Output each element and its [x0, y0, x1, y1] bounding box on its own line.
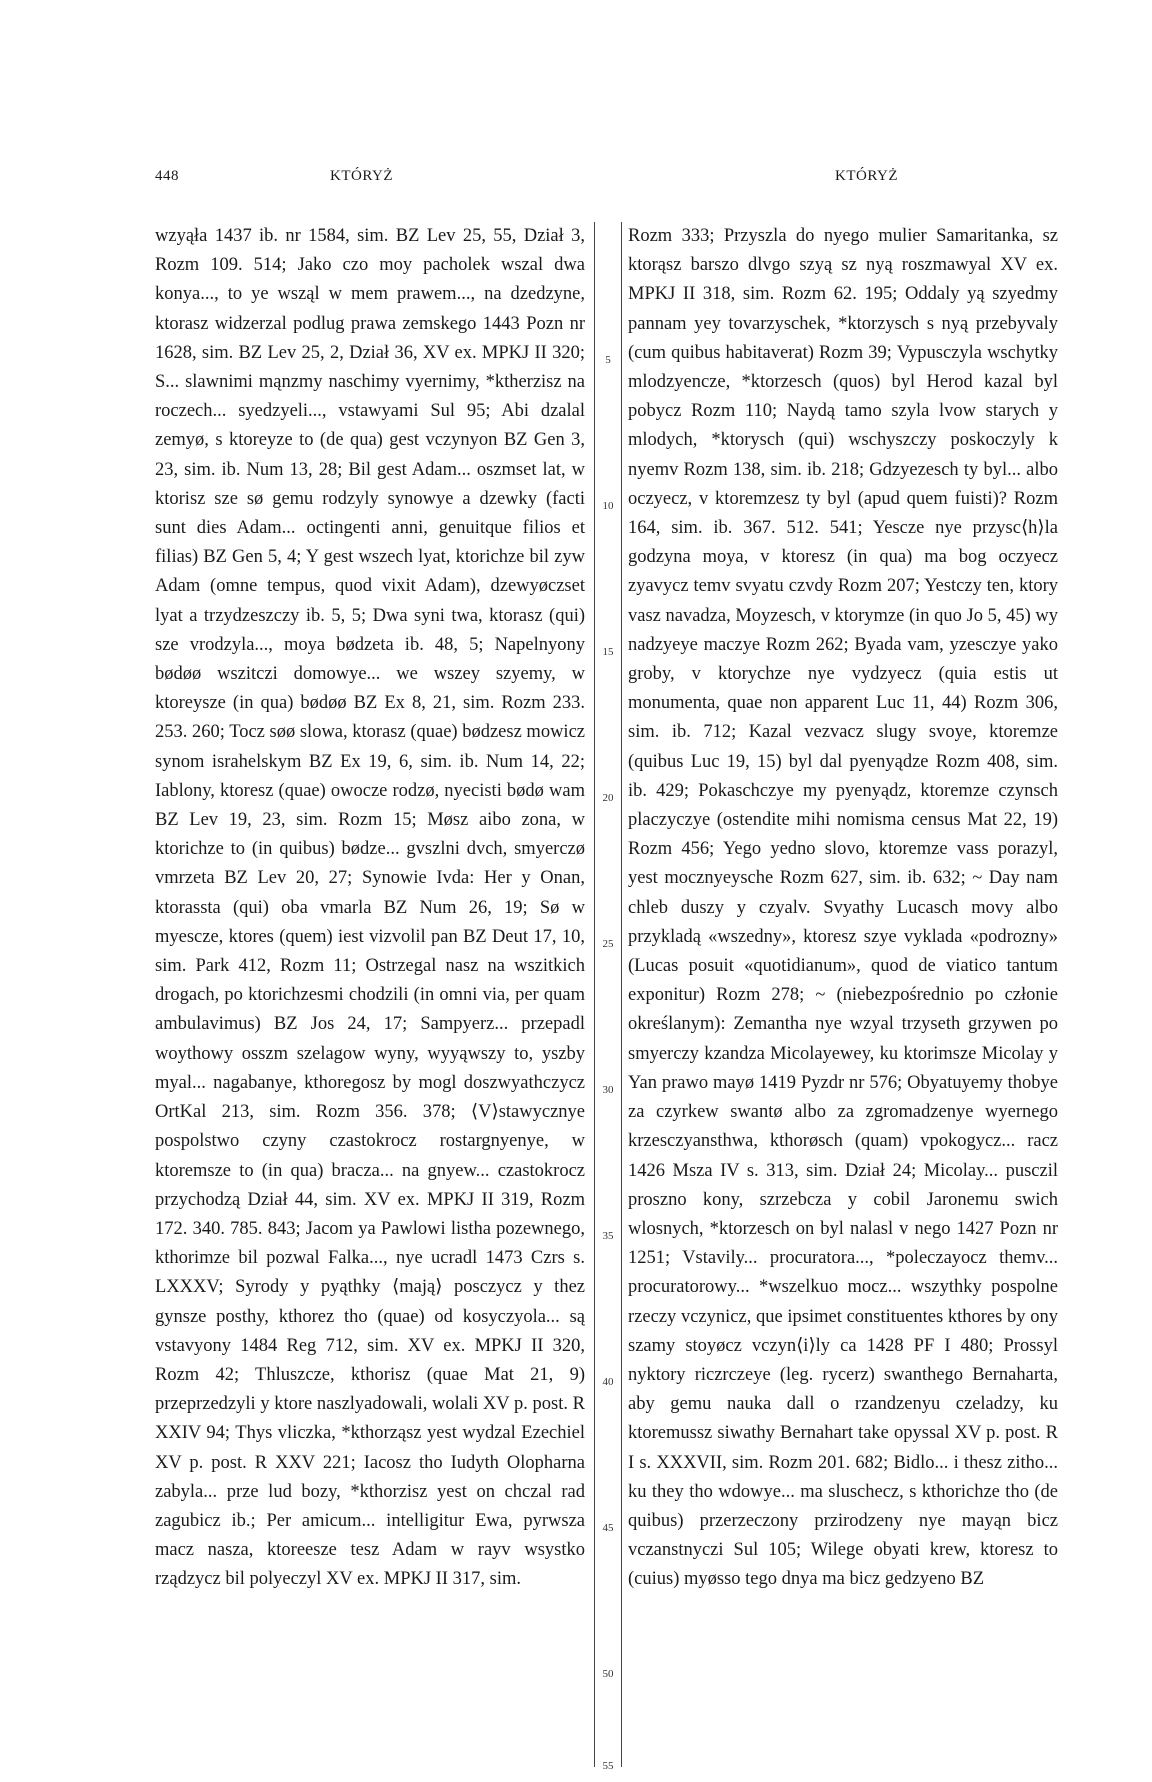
line-number-55: 55	[602, 1760, 614, 1772]
line-number-35: 35	[602, 1230, 614, 1242]
right-running-head: KTÓRYŻ	[835, 168, 898, 184]
line-number-50: 50	[602, 1668, 614, 1680]
left-column-text: wzyąła 1437 ib. nr 1584, sim. BZ Lev 25, 55, Dział 3, Rozm 109. 514; Jako czo moy pacholek wszal dwa konya..., to ye wsząl w mem prawem..., na dzedzyne, ktorasz widzerzal podlug prawa zemskego 1443 Pozn nr 1628, sim. BZ Lev 25, 2, Dział 36, XV ex. MPKJ II 320; S... slawnimi mąnzmy naschimy vyernimy, *ktherzisz na roczech... syedzyeli..., vstawyami Sul 95; Abi dzalal zemyø, s ktoreyze to (de qua) gest vczynyon BZ Gen 3, 23, sim. ib. Num 13, 28; Bil gest Adam... oszmset lat, w ktorisz sze sø gemu rodzyly synowye a dzewky (facti sunt dies Adam... octingenti anni, genuitque filios et filias) BZ Gen 5, 4; Y gest wszech lyat, ktorichze bil zyw Adam (omne tempus, quod vixit Adam), dzewyøczset lyat a trzydzeszczy ib. 5, 5; Dwa syni twa, ktorasz (qui) sze vrodzyla..., moya bødzeta ib. 48, 5; Napelnyony bødøø wszitczi domowye... we wszey szyemy, w ktoreysze (in qua) bødøø BZ Ex 8, 21, sim. Rozm 233. 253. 260; Tocz søø slowa, ktorasz (quae) bødzesz mowicz synom israhelskym BZ Ex 19, 6, sim. ib. Num 14, 22; Iablony, ktoresz (quae) owocze rodzø, nyecisti bødø wam BZ Lev 19, 23, sim. Rozm 15; Møsz aibo zona, w ktorichze to (in quibus) bødze... gvszlni dvch, smyerczø vmrzeta BZ Lev 20, 27; Synowie Ivda: Her y Onan, ktorassta (qui) oba vmarla BZ Num 26, 19; Sø w myescze, ktores (quem) iest vizvolil pan BZ Deut 17, 10, sim. Park 412, Rozm 11; Ostrzegal nasz na wszitkich drogach, po ktorichzesmi chodzili (in omni via, per quam ambulavimus) BZ Jos 24, 17; Sampyerz... przepadl woythowy osszm szelagow wyny, wyyąwszy to, yszby myal... nagabanye, kthoregosz by mogl doszwyathczycz OrtKal 213, sim. Rozm 356. 378; ⟨V⟩stawycznye pospolstwo czyny czastokrocz rostargnyenye, w ktoremsze to (in qua) bracza... na gnyew... czastokrocz przychodzą Dział 44, sim. XV ex. MPKJ II 319, Rozm 172. 340. 785. 843; Jacom ya Pawlowi listha pozewnego, kthorimze bil pozwal Falka..., nye ucradl 1473 Czrs s. LXXXV; Syrody y pyąthky ⟨mają⟩ posczycz y thez gynsze posthy, kthorez tho (quae) od kosyczyola... są vstavyony 1484 Reg 712, sim. XV ex. MPKJ II 320, Rozm 42; Thluszcze, kthorisz (quae Mat 21, 9) przeprzedzyli y ktore naszlyadowali, wolali XV p. post. R XXIV 94; Thys vliczka, *kthorząsz yest wydzal Ezechiel XV p. post. R XXV 221; Iacosz tho Iudyth Olopharna zabyla... prze lud bozy, *kthorzisz yest on chczal rad zagubicz ib.; Per amicum... intelligitur Ewa, pyrwsza macz nasza, ktoreesze tesz Adam w rayv wsystko rządzycz bil polyeczyl XV ex. MPKJ II 317, sim.	[155, 226, 585, 1590]
page-number: 448	[155, 168, 179, 184]
column-rule-right	[621, 222, 622, 1767]
left-column	[155, 222, 585, 1592]
column-rule-left	[594, 222, 595, 1767]
line-number-25: 25	[602, 938, 614, 950]
line-number-10: 10	[602, 500, 614, 512]
line-number-45: 45	[602, 1522, 614, 1534]
page-header	[0, 168, 1152, 198]
line-number-15: 15	[602, 646, 614, 658]
line-number-5: 5	[605, 354, 611, 366]
right-column	[628, 222, 1058, 1592]
right-column-text: Rozm 333; Przyszla do nyego mulier Samaritanka, sz ktorąsz barszo dlvgo szyą sz nyą roszmawyal XV ex. MPKJ II 318, sim. Rozm 62. 195; Oddaly yą szyedmy pannam yey tovarzyschek, *ktorzysch s nyą przebyvaly (cum quibus habitaverat) Rozm 39; Vypusczyla wschytky mlodzyencze, *ktorzesch (quos) byl Herod kazal byl pobycz Rozm 110; Naydą tamo szyla lvow starych y mlodych, *ktorysch (qui) wschyszczy poskoczyly k nyemv Rozm 138, sim. ib. 218; Gdzyezesch ty byl... albo oczyecz, v ktoremzesz ty byl (apud quem fuisti)? Rozm 164, sim. ib. 367. 512. 541; Yescze nye przysc⟨h⟩la godzyna moya, v ktoresz (in qua) ma bog oczyecz zyavycz temv svyatu czvdy Rozm 207; Yestczy ten, ktory vasz navadza, Moyzesch, v ktorymze (in quo Jo 5, 45) wy nadzyeye maczye Rozm 262; Byada vam, yzesczye yako groby, v ktorychze nye vydzyecz (quia estis ut monumenta, quae non apparent Luc 11, 44) Rozm 306, sim. ib. 712; Kazal vezvacz slugy svoye, ktoremze (quibus Luc 19, 15) byl dal pyenyądze Rozm 408, sim. ib. 429; Pokaschczye my pyenyądz, ktoremze czynsch placzyczye (ostendite mihi nomisma census Mat 22, 19) Rozm 456; Yego yedno slovo, ktoremze vass porazyl, yest mocznyeysche Rozm 627, sim. ib. 632; ~ Day nam chleb duszy y czyalv. Svyathy Lucasch movy albo przykladą «wszedny», ktoresz szye vyklada «podrozny» (Lucas posuit «quotidianum», quod de viatico tantum exponitur) Rozm 278; ~ (niebezpośrednio po członie określanym): Zemantha nye wzyal trzyseth grzywen po smyerczy kzandza Micolayewey, ku ktorimsze Micolay y Yan prawo mayø 1419 Pyzdr nr 576; Obyatuyemy thobye za czyrkew swantø albo za zgromadzenye wyernego krzesczyansthwa, kthorøsch (quam) vpokogycz... racz 1426 Msza IV s. 313, sim. Dział 24; Micolay... pusczil proszno kony, szrzebcza y cobil Jaronemu swich wlosnych, *ktorzesch on byl nalasl v nego 1427 Pozn nr 1251; Vstavily... procuratora..., *poleczayocz themv... procuratorowy... *wszelkuo mocz... wszythky pospolne rzeczy vczynicz, que ipsimet constituentes kthores by ony szamy stoyøcz vczyn⟨i⟩ly ca 1428 PF I 480; Prossyl nyktory riczrczeye (leg. rycerz) swanthego Bernaharta, aby gemu nauka dall o rzandzenyu czeladzy, ku ktoremussz siwathy Bernahart take opyssal XV p. post. R I s. XXXVII, sim. Rozm 201. 682; Bidlo... i thesz zitho... ku they tho wdowye... ma sluschecz, s kthorichze tho (de quibus) przerzeczony przirodzeny nye mayąn bicz vczanstnyczi Sul 105; Wilege obyati krew, ktoresz to (cuius) myøsso tego dnya ma bicz gedzyeno BZ	[628, 226, 1058, 1590]
line-number-40: 40	[602, 1376, 614, 1388]
left-running-head: KTÓRYŻ	[330, 168, 393, 184]
line-number-gutter	[596, 222, 620, 1782]
line-number-30: 30	[602, 1084, 614, 1096]
line-number-20: 20	[602, 792, 614, 804]
